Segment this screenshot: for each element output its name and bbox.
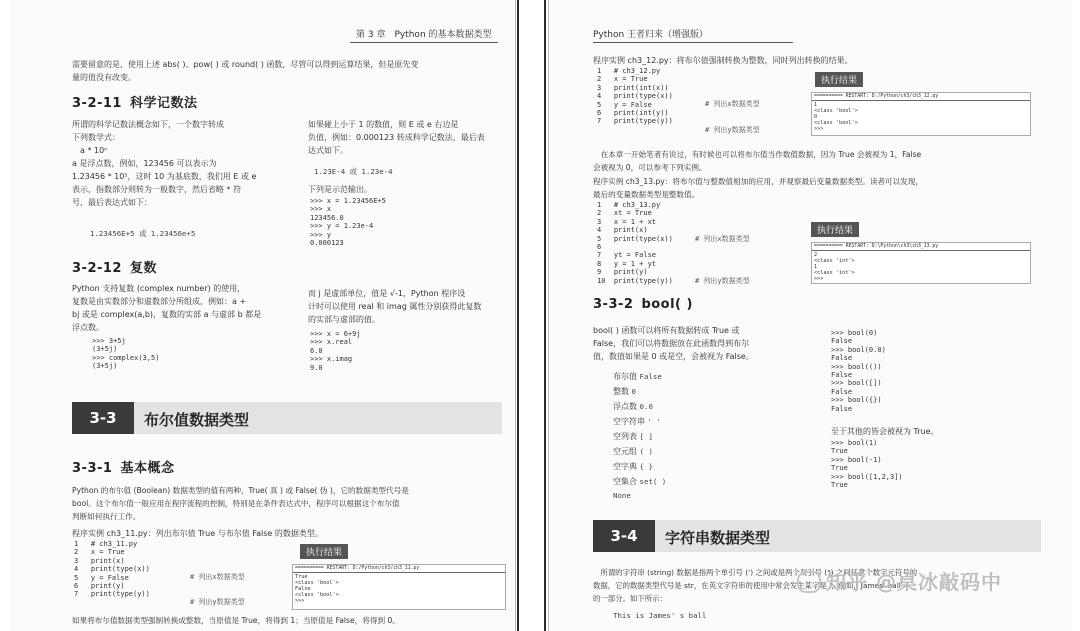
false-value-row: None [613, 491, 631, 500]
section-3-3-1-text: Python 的布尔值 (Boolean) 数据类型的值有两种，True( 真 ) 或 False( 伪 )，它的数据类型代号是 bool。这个布尔值一般应用在程序流程的控制，特别是在条件表达式中，程序可以根据这个布尔值 判断如何执行工作。 [72, 486, 409, 521]
demo-note: 下列是示范输出。 [308, 185, 372, 194]
section-3-4-text: 所谓的字符串 (string) 数据是指两个单引号 (') 之间或是两个双引号 (") 之间任意个数字元符号的 数据，它的数据类型代号是 str，在英文字符串的使用中常会发生某字是 '，例如，James' ball 的一部分。如下所示： [593, 568, 918, 603]
false-value-row: 空集合 set( ) [613, 477, 667, 486]
false-value-row: 空字符串 ' ' [613, 417, 661, 426]
section-3-2-11-left-text: 所谓的科学记数法概念如下，一个数字转成 下列数学式： a * 10ⁿ a 是浮点数，例如，123456 可以表示为 1.23456 * 10⁵，这时 10 为基底数，我们用 E 或 e 表示，指数部分则转为一般数字，然后省略 * 符 号，最后表达式如下： [72, 120, 257, 207]
comment-y: # 列出y数据类型 [695, 277, 750, 285]
right-header-rule [593, 42, 793, 43]
sci-notation-negative: 1.23E-4 或 1.23e-4 [314, 167, 393, 176]
comment-y: # 列出y数据类型 [190, 598, 245, 606]
bool-as-number-text: 在本章一开始笔者有说过，有时候也可以将布尔值当作数值数据，因为 True 会被视为 1，False 会被视为 0，可以参考下列实例。 [593, 150, 922, 172]
right-page-edge [544, 0, 546, 631]
false-value-row: 整数 0 [613, 387, 636, 396]
shell-restart-line: ========== RESTART: D:\Python\ch3\ch3_13.py [812, 243, 1030, 251]
section-3-2-11-heading: 3-2-11 科学记数法 [72, 96, 198, 111]
chapter-3-4-title: 字符串数据类型 [665, 529, 771, 547]
intro-line: 需要留意的是，使用上述 abs( )、pow( ) 或 round( ) 函数，尽管可以得到运算结果，但是原先变 [72, 60, 419, 69]
zhihu-logo-icon [797, 571, 821, 593]
bool-true-note: 至于其他的皆会被视为 True。 [831, 427, 939, 436]
comment-x: # 列出x数据类型 [695, 235, 750, 243]
shell-output-ch3-13 [811, 242, 1031, 284]
watermark: 知乎 @桌冰敲码中 [797, 566, 1002, 595]
sci-notation-code: >>> x = 1.23456E+5 >>> x 123456.0 >>> y = 1.23e-4 >>> y 0.000123 [310, 197, 386, 248]
false-value-row: 布尔值 False [613, 372, 662, 381]
left-intro [72, 58, 502, 84]
shell-output-ch3-11 [292, 564, 506, 610]
false-value-row: 浮点数 0.0 [613, 402, 653, 411]
section-3-2-12-right-text: 而 j 是虚部单位，值是 √-1，Python 程序设 计时可以使用 real 和 imag 属性分别获得此复数 的实部与虚部的值。 [308, 289, 482, 324]
shell-output: 1 <class 'bool'> 0 <class 'bool'> >>> [814, 102, 858, 133]
shell-output: 2 <class 'int'> 1 <class 'int'> >>> [814, 252, 855, 283]
run-result-badge: 执行结果 [811, 222, 859, 237]
complex-code: >>> 3+5j (3+5j) >>> complex(3,5) (3+5j) [92, 337, 160, 371]
chapter-3-3-title: 布尔值数据类型 [144, 411, 250, 429]
example-ch3-13-title: 程序实例 ch3_13.py：将布尔值与整数值相加的应用，并观察最后变量数据类型。读者可以发现， 最后的变量数据类型是整数值。 [593, 177, 923, 199]
example-ch3-13-code: 1 # ch3_13.py 2 xt = True 3 x = 1 + xt 4 print(x) 5 print(type(x)) 6 7 yt = False 8 y = 1 + yt 9 print(y) 10 print(type(y)) [597, 201, 673, 285]
chapter-3-3-bar [72, 402, 502, 434]
example-ch3-11-title: 程序实例 ch3_11.py：列出布尔值 True 与布尔值 False 的数据类型。 [72, 529, 323, 538]
complex-real-imag-code: >>> x = 6+9j >>> x.real 6.0 >>> x.imag 9.0 [310, 330, 361, 372]
left-page-edge [517, 0, 519, 631]
false-value-row: 空列表 [ ] [613, 432, 653, 441]
section-3-2-12-left-text: Python 支持复数 (complex number) 的使用， 复数是由实数部分和虚数部分所组成，例如：a + bj 或是 complex(a,b)，复数的实部 a 与虚部 b 都是 浮点数。 [72, 284, 262, 332]
right-page [548, 0, 1071, 631]
comment-y: # 列出y数据类型 [705, 126, 760, 134]
section-3-2-12-heading: 3-2-12 复数 [72, 261, 157, 276]
run-result-badge: 执行结果 [815, 72, 863, 87]
run-result-badge: 执行结果 [300, 544, 348, 559]
intro-line: 量的值没有改变。 [72, 73, 136, 82]
shell-output: True <class 'bool'> False <class 'bool'> >>> [295, 574, 339, 605]
left-footer-text: 如果将布尔值数据类型强制转换成整数，当原值是 True，将得到 1；当原值是 False，将得到 0。 [72, 616, 400, 625]
example-ch3-12-title: 程序实例 ch3_12.py：将布尔值强制转换为整数，同时列出转换的结果。 [593, 56, 853, 65]
left-page [10, 0, 516, 631]
shell-restart-line: ========== RESTART: D:/Python/ch3/ch3_11.py [293, 565, 505, 573]
section-3-2-11-right-text: 如果碰上小于 1 的数值，则 E 或 e 右边是 负值，例如：0.000123 转成科学记数法，最后表 达式如下。 [308, 120, 485, 155]
example-ch3-12-code: 1 # ch3_12.py 2 x = True 3 print(int(x)) 4 print(type(x)) 5 y = False 6 print(int(y)) 7 print(type(y)) [597, 67, 673, 126]
left-header-rule [350, 42, 498, 43]
string-example: This is James' s ball [613, 611, 707, 620]
bool-false-code: >>> bool(0) False >>> bool(0.0) False >>> bool(()) False >>> bool([]) False >>> bool({}) False [831, 329, 886, 413]
left-running-header: 第 3 章 Python 的基本数据类型 [356, 30, 492, 40]
bool-true-code: >>> bool(1) True >>> bool(-1) True >>> bool([1,2,3]) True [831, 439, 903, 490]
shell-restart-line: ========== RESTART: D:/Python/ch3/ch3_12.py [812, 93, 1030, 101]
false-value-row: 空元组 ( ) [613, 447, 653, 456]
false-value-row: 空字典 { } [613, 462, 653, 471]
comment-x: # 列出x数据类型 [705, 100, 760, 108]
section-3-3-2-text: bool( ) 函数可以将所有数据转成 True 或 False，我们可以将数据放在此函数得到布尔 值，数值如果是 0 或是空，会被视为 False。 [593, 326, 754, 361]
chapter-3-3-number: 3-3 [72, 402, 134, 434]
comment-x: # 列出x数据类型 [190, 573, 245, 581]
sci-notation-example: 1.23456E+5 或 1.23456e+5 [90, 229, 196, 238]
shell-output-ch3-12 [811, 92, 1031, 136]
chapter-3-4-number: 3-4 [593, 520, 655, 552]
section-3-3-1-heading: 3-3-1 基本概念 [72, 461, 175, 476]
right-running-header: Python 王者归来（增强版） [593, 30, 709, 40]
section-3-3-2-heading: 3-3-2 bool( ) [593, 297, 693, 312]
chapter-3-4-bar [593, 520, 1041, 552]
example-ch3-11-code: 1 # ch3_11.py 2 x = True 3 print(x) 4 print(type(x)) 5 y = False 6 print(y) 7 print(type(y)) [74, 540, 150, 599]
